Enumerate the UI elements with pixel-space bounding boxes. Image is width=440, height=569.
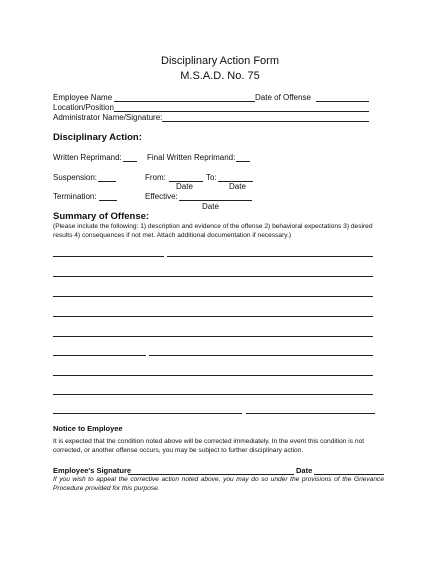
summary-line[interactable] (53, 413, 242, 414)
summary-line[interactable] (53, 316, 373, 317)
termination-line[interactable] (99, 200, 117, 201)
effective-date-line[interactable] (179, 200, 252, 201)
notice-heading: Notice to Employee (53, 424, 123, 433)
notice-text: It is expected that the condition noted above will be corrected immediately. In the event this condition is not corrected, or another offense occurs, you may be subject to further disciplinary action. (53, 438, 365, 454)
final-written-reprimand-line[interactable] (236, 161, 250, 162)
to-date-caption: Date (229, 182, 246, 191)
employee-name-label: Employee Name (53, 93, 113, 102)
to-label: To: (206, 173, 217, 182)
admin-signature-line[interactable] (162, 121, 369, 122)
summary-line[interactable] (149, 355, 373, 356)
summary-line[interactable] (53, 375, 373, 376)
written-reprimand-line[interactable] (123, 161, 137, 162)
signature-date-label: Date (296, 466, 313, 475)
location-position-line[interactable] (114, 111, 369, 112)
admin-signature-label: Administrator Name/Signature: (53, 113, 163, 122)
suspension-label: Suspension: (53, 173, 98, 182)
final-written-reprimand-label: Final Written Reprimand: (147, 153, 236, 162)
employee-signature-label: Employee's Signature (53, 466, 132, 475)
disciplinary-action-heading: Disciplinary Action: (53, 132, 142, 143)
summary-line[interactable] (167, 256, 373, 257)
appeal-text: If you wish to appeal the corrective action noted above, you may do so under the provisions of the Grievance Procedure provided for this purpose. (53, 476, 384, 492)
form-subtitle: M.S.A.D. No. 75 (180, 70, 260, 82)
location-position-label: Location/Position (53, 103, 114, 112)
from-date-caption: Date (176, 182, 193, 191)
termination-label: Termination: (53, 192, 97, 201)
summary-instructions: (Please include the following: 1) description and evidence of the offense 2) behavioral expectations 3) desired results 4) consequences if not met. Attach additional documentation if necessary.) (53, 223, 373, 239)
summary-line[interactable] (246, 413, 375, 414)
summary-line[interactable] (53, 336, 373, 337)
written-reprimand-label: Written Reprimand: (53, 153, 122, 162)
summary-line[interactable] (53, 256, 164, 257)
from-label: From: (145, 173, 166, 182)
form-title: Disciplinary Action Form (161, 55, 279, 67)
summary-line[interactable] (53, 276, 373, 277)
summary-heading: Summary of Offense: (53, 211, 150, 222)
effective-date-caption: Date (202, 202, 219, 211)
summary-line[interactable] (53, 296, 373, 297)
effective-label: Effective: (145, 192, 178, 201)
date-of-offense-line[interactable] (316, 101, 369, 102)
suspension-line[interactable] (98, 181, 116, 182)
date-of-offense-label: Date of Offense (255, 93, 311, 102)
summary-line[interactable] (53, 355, 146, 356)
summary-line[interactable] (53, 394, 373, 395)
employee-name-line[interactable] (114, 101, 255, 102)
